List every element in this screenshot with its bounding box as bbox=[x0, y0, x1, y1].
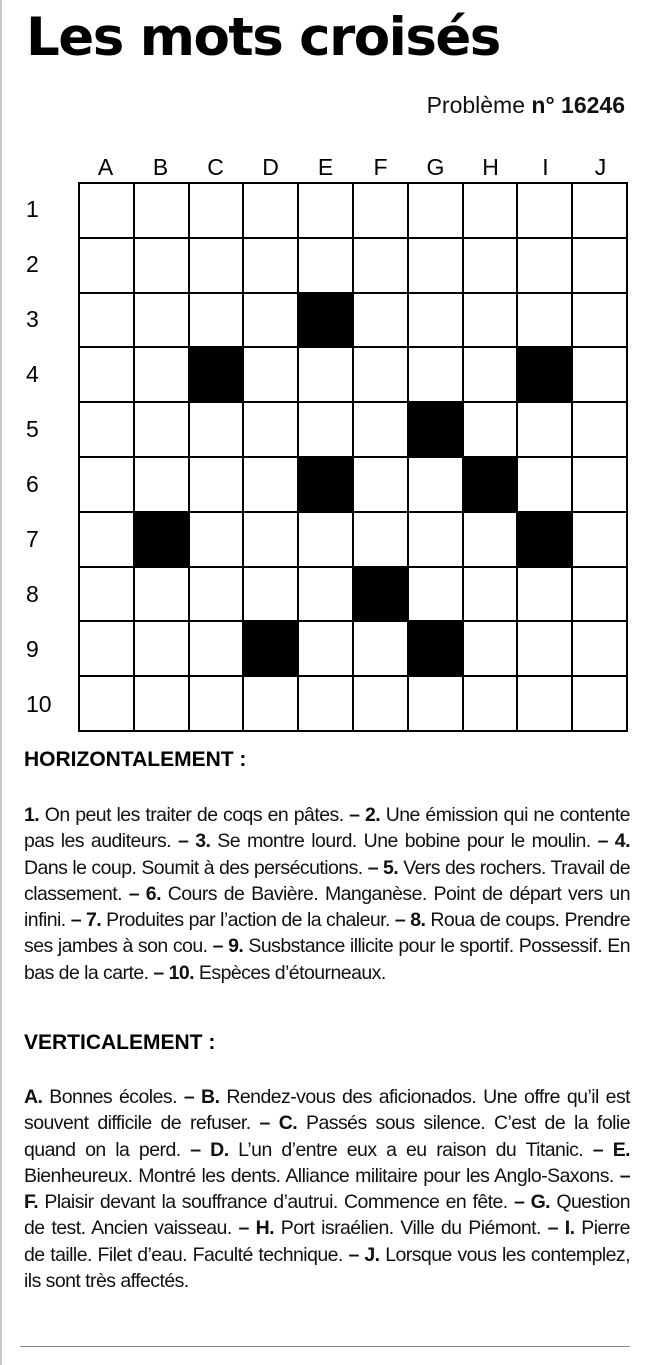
clue-number: 4. bbox=[614, 830, 630, 853]
clue-separator: – bbox=[349, 804, 360, 826]
clue-number: C. bbox=[278, 1112, 298, 1135]
column-label-i: I bbox=[542, 154, 549, 180]
cell-f10[interactable] bbox=[354, 677, 407, 730]
clue-number: F. bbox=[24, 1191, 39, 1214]
row-label-10: 10 bbox=[26, 691, 52, 717]
vertical-heading: VERTICALEMENT : bbox=[24, 1031, 216, 1054]
column-label-e: E bbox=[317, 154, 334, 180]
column-label-c: C bbox=[207, 154, 224, 180]
clue-separator: – bbox=[513, 1191, 525, 1214]
cell-i9[interactable] bbox=[518, 622, 571, 675]
cell-e7[interactable] bbox=[299, 513, 352, 566]
clue-separator: – bbox=[547, 1217, 558, 1240]
clue-separator: – bbox=[212, 935, 223, 958]
clue-number: 7. bbox=[85, 909, 102, 932]
clue-number: 5. bbox=[383, 856, 399, 879]
clue-number: 9. bbox=[228, 935, 244, 958]
cell-b10[interactable] bbox=[135, 677, 188, 730]
clue-text: Port israélien. Ville du Piémont. bbox=[280, 1217, 541, 1240]
row-label-1: 1 bbox=[26, 196, 39, 222]
clue-text: Cours de Bavière. Manganèse. Point de départ vers un infini. bbox=[24, 882, 630, 932]
bottom-rule bbox=[20, 1346, 630, 1347]
clue-number: E. bbox=[612, 1138, 631, 1161]
clue-text: Vers des rochers. Travail de classement. bbox=[24, 856, 631, 905]
clue-text: Susbstance illicite pour le sportif. Possessif. En bas de la carte. bbox=[24, 935, 630, 984]
clue-text: L’un d’entre eux a eu raison du Titanic. bbox=[238, 1138, 584, 1161]
row-headers bbox=[18, 182, 68, 732]
cell-g6[interactable] bbox=[409, 458, 462, 511]
black-cell-c4 bbox=[190, 348, 243, 401]
black-cell-g5 bbox=[409, 403, 462, 456]
clue-separator: – bbox=[348, 1243, 359, 1266]
row-label-2: 2 bbox=[26, 251, 39, 277]
cell-b1[interactable] bbox=[135, 184, 188, 237]
cell-c1[interactable] bbox=[190, 184, 243, 237]
column-headers bbox=[78, 154, 628, 180]
cell-h9[interactable] bbox=[464, 622, 517, 675]
cell-c10[interactable] bbox=[190, 677, 243, 730]
problem-id: n° 16246 bbox=[531, 92, 625, 118]
black-cell-i7 bbox=[518, 513, 571, 566]
column-label-a: A bbox=[97, 154, 114, 180]
clue-text: Espèces d’étourneaux. bbox=[198, 961, 386, 984]
row-label-9: 9 bbox=[26, 636, 39, 662]
cell-h1[interactable] bbox=[464, 184, 517, 237]
cell-i2[interactable] bbox=[518, 239, 571, 292]
cell-e5[interactable] bbox=[299, 403, 352, 456]
cell-f1[interactable] bbox=[354, 184, 407, 237]
cell-j5[interactable] bbox=[573, 403, 626, 456]
cell-g3[interactable] bbox=[409, 294, 462, 347]
clue-separator: – bbox=[592, 1138, 604, 1161]
clue-text: Lorsque vous les contemplez, ils sont très affectés. bbox=[24, 1243, 631, 1293]
column-label-j: J bbox=[594, 154, 607, 180]
clue-number: D. bbox=[210, 1138, 229, 1161]
cell-a4[interactable] bbox=[80, 348, 133, 401]
black-cell-i4 bbox=[518, 348, 571, 401]
row-label-8: 8 bbox=[26, 581, 39, 607]
cell-b6[interactable] bbox=[135, 458, 188, 511]
clue-text: On peut les traiter de coqs en pâtes. bbox=[44, 804, 344, 826]
cell-i1[interactable] bbox=[518, 184, 571, 237]
clue-text: Plaisir devant la souffrance d’autrui. Commence en fête. bbox=[44, 1191, 508, 1214]
cell-h5[interactable] bbox=[464, 403, 517, 456]
clue-separator: – bbox=[70, 909, 81, 932]
clue-text: Question de test. Ancien vaisseau. bbox=[24, 1191, 631, 1240]
crossword-grid bbox=[78, 182, 628, 732]
cell-j7[interactable] bbox=[573, 513, 626, 566]
horizontal-heading: HORIZONTALEMENT : bbox=[24, 748, 247, 771]
cell-g8[interactable] bbox=[409, 568, 462, 621]
cell-g1[interactable] bbox=[409, 184, 462, 237]
cell-d10[interactable] bbox=[244, 677, 297, 730]
cell-g10[interactable] bbox=[409, 677, 462, 730]
problem-label: Problème bbox=[426, 92, 525, 118]
cell-g2[interactable] bbox=[409, 239, 462, 292]
cell-g4[interactable] bbox=[409, 348, 462, 401]
cell-i5[interactable] bbox=[518, 403, 571, 456]
cell-d2[interactable] bbox=[244, 239, 297, 292]
cell-c3[interactable] bbox=[190, 294, 243, 347]
column-label-h: H bbox=[482, 154, 499, 180]
row-label-7: 7 bbox=[26, 526, 39, 552]
cell-d8[interactable] bbox=[244, 568, 297, 621]
cell-e10[interactable] bbox=[299, 677, 352, 730]
cell-f4[interactable] bbox=[354, 348, 407, 401]
cell-c2[interactable] bbox=[190, 239, 243, 292]
cell-c9[interactable] bbox=[190, 622, 243, 675]
cell-e8[interactable] bbox=[299, 568, 352, 621]
black-cell-g9 bbox=[409, 622, 462, 675]
cell-e4[interactable] bbox=[299, 348, 352, 401]
cell-i6[interactable] bbox=[518, 458, 571, 511]
column-label-d: D bbox=[262, 154, 279, 180]
clue-number: 6. bbox=[145, 882, 161, 905]
clue-text: Roua de coups. Prendre ses jambes à son cou. bbox=[24, 909, 631, 958]
cell-j9[interactable] bbox=[573, 622, 626, 675]
cell-b3[interactable] bbox=[135, 294, 188, 347]
cell-h10[interactable] bbox=[464, 677, 517, 730]
cell-i3[interactable] bbox=[518, 294, 571, 347]
clue-number: H. bbox=[255, 1217, 274, 1240]
cell-h8[interactable] bbox=[464, 568, 517, 621]
cell-a1[interactable] bbox=[80, 184, 133, 237]
cell-j10[interactable] bbox=[573, 677, 626, 730]
cell-h7[interactable] bbox=[464, 513, 517, 566]
cell-f3[interactable] bbox=[354, 294, 407, 347]
clue-separator: – bbox=[128, 882, 140, 905]
cell-f6[interactable] bbox=[354, 458, 407, 511]
cell-a6[interactable] bbox=[80, 458, 133, 511]
column-label-g: G bbox=[426, 154, 445, 180]
black-cell-b7 bbox=[135, 513, 188, 566]
cell-a5[interactable] bbox=[80, 403, 133, 456]
clue-number: 10. bbox=[168, 961, 195, 984]
row-label-5: 5 bbox=[26, 416, 39, 442]
clue-text: Passés sous silence. C’est de la folie quand on la perd. bbox=[24, 1112, 631, 1161]
cell-d1[interactable] bbox=[244, 184, 297, 237]
cell-d6[interactable] bbox=[244, 458, 297, 511]
cell-e2[interactable] bbox=[299, 239, 352, 292]
clue-number: 3. bbox=[195, 830, 211, 853]
clue-text: Dans le coup. Soumit à des persécutions. bbox=[24, 856, 363, 879]
cell-b4[interactable] bbox=[135, 348, 188, 401]
clue-number: B. bbox=[201, 1086, 220, 1108]
clue-number: A. bbox=[24, 1086, 43, 1108]
cell-j3[interactable] bbox=[573, 294, 626, 347]
clue-text: Une émission qui ne contente pas les auditeurs. bbox=[24, 804, 630, 853]
clue-number: 8. bbox=[410, 909, 426, 932]
row-label-3: 3 bbox=[26, 306, 39, 332]
clue-text: Rendez-vous des aficionados. Une offre qu’il est souvent difficile de refuser. bbox=[24, 1086, 631, 1135]
clue-text: Bonnes écoles. bbox=[49, 1086, 177, 1108]
cell-b5[interactable] bbox=[135, 403, 188, 456]
clue-separator: – bbox=[597, 830, 608, 853]
cell-f5[interactable] bbox=[354, 403, 407, 456]
cell-h2[interactable] bbox=[464, 239, 517, 292]
cell-d4[interactable] bbox=[244, 348, 297, 401]
cell-b2[interactable] bbox=[135, 239, 188, 292]
cell-f7[interactable] bbox=[354, 513, 407, 566]
cell-d7[interactable] bbox=[244, 513, 297, 566]
black-cell-e6 bbox=[299, 458, 352, 511]
problem-number bbox=[427, 92, 625, 119]
cell-h4[interactable] bbox=[464, 348, 517, 401]
cell-j2[interactable] bbox=[573, 239, 626, 292]
clue-number: I. bbox=[564, 1217, 575, 1240]
black-cell-d9 bbox=[244, 622, 297, 675]
clue-number: G. bbox=[530, 1191, 551, 1214]
clue-text: Produites par l’action de la chaleur. bbox=[106, 909, 390, 932]
clue-separator: – bbox=[190, 1138, 201, 1161]
cell-d5[interactable] bbox=[244, 403, 297, 456]
clue-text: Se montre lourd. Une bobine pour le moulin. bbox=[217, 830, 591, 853]
cell-b9[interactable] bbox=[135, 622, 188, 675]
cell-a7[interactable] bbox=[80, 513, 133, 566]
cell-c8[interactable] bbox=[190, 568, 243, 621]
row-label-4: 4 bbox=[26, 361, 39, 387]
cell-d3[interactable] bbox=[244, 294, 297, 347]
cell-j1[interactable] bbox=[573, 184, 626, 237]
cell-b8[interactable] bbox=[135, 568, 188, 621]
left-margin-rule bbox=[0, 0, 2, 1365]
clue-text: Bienheureux. Montré les dents. Alliance militaire pour les Anglo-Saxons. bbox=[24, 1164, 614, 1187]
horizontal-clues bbox=[24, 802, 630, 986]
cell-a9[interactable] bbox=[80, 622, 133, 675]
clue-separator: – bbox=[394, 909, 406, 932]
cell-g7[interactable] bbox=[409, 513, 462, 566]
cell-a8[interactable] bbox=[80, 568, 133, 621]
column-label-f: F bbox=[373, 154, 388, 180]
clue-separator: – bbox=[183, 1086, 195, 1108]
cell-c7[interactable] bbox=[190, 513, 243, 566]
cell-e1[interactable] bbox=[299, 184, 352, 237]
column-label-b: B bbox=[152, 154, 169, 180]
clue-separator: – bbox=[619, 1164, 630, 1187]
clue-separator: – bbox=[153, 961, 164, 984]
clue-separator: – bbox=[238, 1217, 249, 1240]
cell-a3[interactable] bbox=[80, 294, 133, 347]
clue-separator: – bbox=[259, 1112, 270, 1135]
clue-number: 2. bbox=[364, 804, 381, 826]
clue-separator: – bbox=[177, 830, 189, 853]
cell-j6[interactable] bbox=[573, 458, 626, 511]
cell-j8[interactable] bbox=[573, 568, 626, 621]
cell-i8[interactable] bbox=[518, 568, 571, 621]
cell-a10[interactable] bbox=[80, 677, 133, 730]
vertical-clues bbox=[24, 1084, 630, 1294]
cell-f2[interactable] bbox=[354, 239, 407, 292]
cell-e9[interactable] bbox=[299, 622, 352, 675]
black-cell-f8 bbox=[354, 568, 407, 621]
clue-separator: – bbox=[367, 856, 378, 879]
clue-number: 1. bbox=[24, 804, 40, 826]
cell-f9[interactable] bbox=[354, 622, 407, 675]
clue-text: Pierre de taille. Filet d’eau. Faculté technique. bbox=[24, 1217, 630, 1266]
black-cell-e3 bbox=[299, 294, 352, 347]
clue-number: J. bbox=[364, 1243, 380, 1266]
row-label-6: 6 bbox=[26, 471, 39, 497]
cell-a2[interactable] bbox=[80, 239, 133, 292]
page-title: Les mots croisés bbox=[26, 7, 500, 68]
cell-i10[interactable] bbox=[518, 677, 571, 730]
cell-c5[interactable] bbox=[190, 403, 243, 456]
cell-c6[interactable] bbox=[190, 458, 243, 511]
cell-h3[interactable] bbox=[464, 294, 517, 347]
black-cell-h6 bbox=[464, 458, 517, 511]
cell-j4[interactable] bbox=[573, 348, 626, 401]
